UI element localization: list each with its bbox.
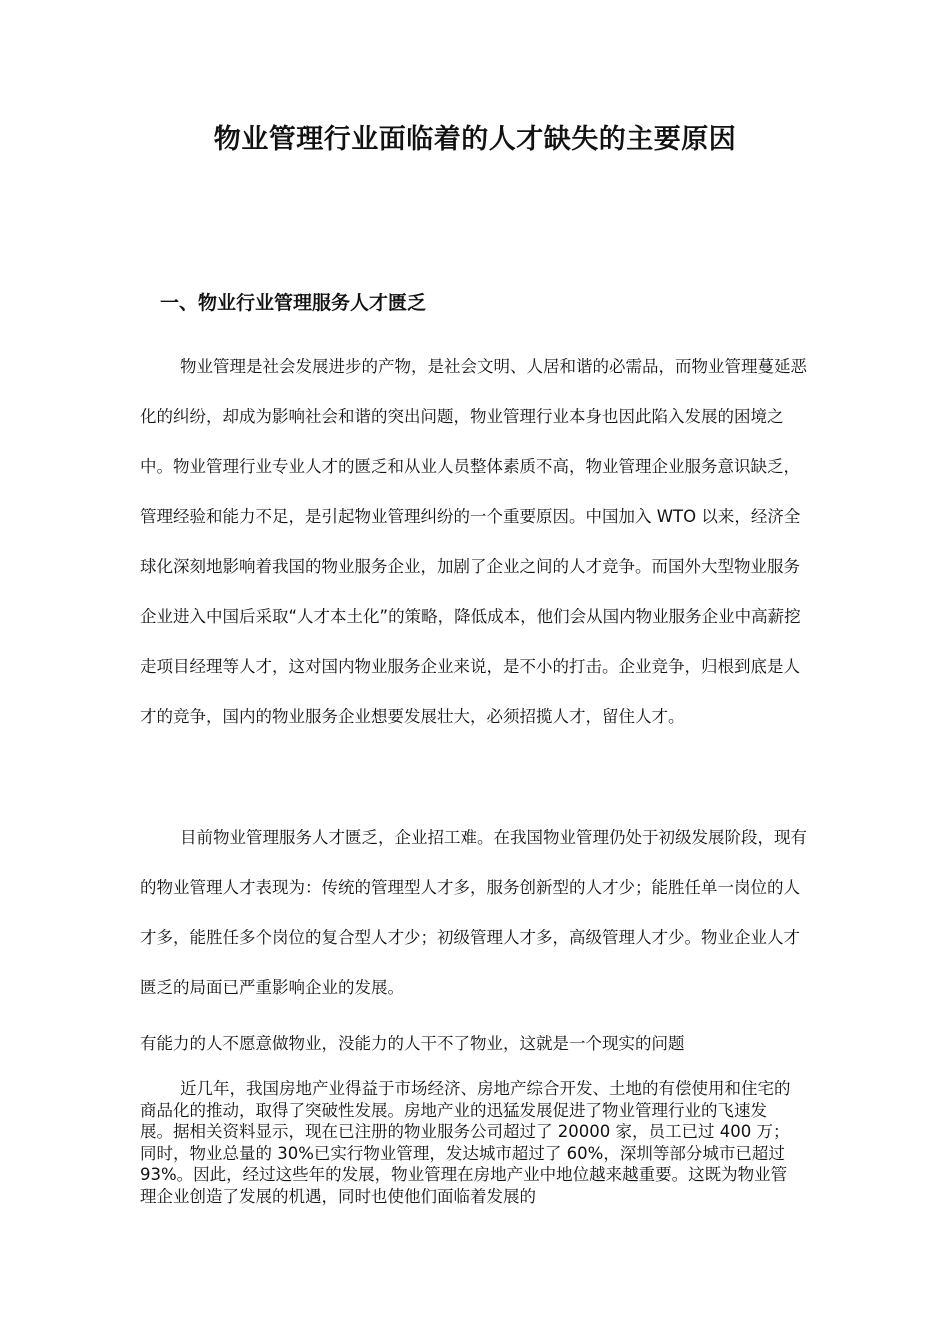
paragraph-block <box>140 342 810 742</box>
paragraph-3: 有能力的人不愿意做物业，没能力的人干不了物业，这就是一个现实的问题 <box>140 1034 685 1053</box>
paragraph-1: 物业管理是社会发展进步的产物，是社会文明、人居和谐的必需品，而物业管理蔓延恶化的纠纷，却成为影响社会和谐的突出问题，物业管理行业本身也因此陷入发展的困境之中。物业管理行业专业人才的匮乏和从业人员整体素质不高，物业管理企业服务意识缺乏，管理经验和能力不足，是引起物业管理纠纷的一个重要原因。中国加入 WTO 以来，经济全球化深刻地影响着我国的物业服务企业，加剧了企业之间的人才竞争。而国外大型物业服务企业进入中国后采取“人才本土化”的策略，降低成本，他们会从国内物业服务企业中高薪挖走项目经理等人才，这对国内物业服务企业来说，是不小的打击。企业竞争，归根到底是人才的竞争，国内的物业服务企业想要发展壮大，必须招揽人才，留住人才。 <box>140 357 807 726</box>
paragraph-2: 目前物业管理服务人才匮乏，企业招工难。在我国物业管理仍处于初级发展阶段，现有的物业管理人才表现为：传统的管理型人才多，服务创新型的人才少；能胜任单一岗位的人才多，能胜任多个岗位的复合型人才少；初级管理人才多，高级管理人才少。物业企业人才匮乏的局面已严重影响企业的发展。 <box>140 828 807 997</box>
page-title: 物业管理行业面临着的人才缺失的主要原因 <box>213 124 737 155</box>
section-heading: 一、物业行业管理服务人才匮乏 <box>160 292 427 314</box>
paragraph-block <box>140 1078 795 1207</box>
paragraph-block <box>140 813 810 1013</box>
paragraph-4: 近几年，我国房地产业得益于市场经济、房地产综合开发、土地的有偿使用和住宅的商品化的推动，取得了突破性发展。房地产业的迅猛发展促进了物业管理行业的飞速发展。据相关资料显示，现在已注册的物业服务公司超过了 20000 家，员工已过 400 万；同时，物业总量的 30%已实行物业管理，发达城市超过了 60%，深圳等部分城市已超过 93%。因此，经过这些年的发展，物业管理在房地产业中地位越来越重要。这既为物业管理企业创造了发展的机遇，同时也使他们面临着发展的 <box>140 1079 791 1206</box>
